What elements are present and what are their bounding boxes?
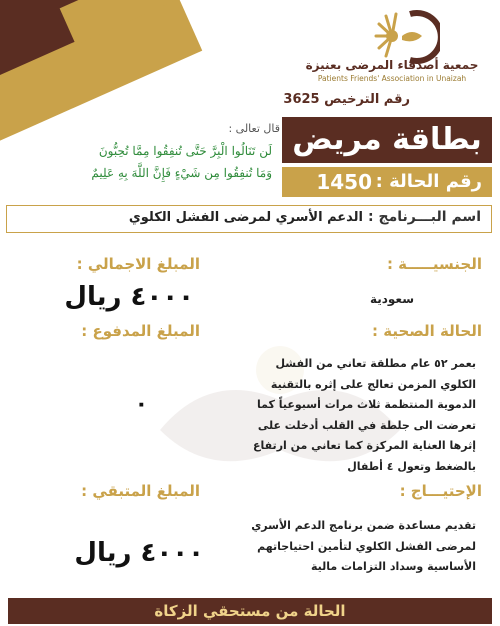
license-number: رقم الترخيص 3625 (283, 92, 410, 107)
association-name-english: Patients Friends' Association in Unaizah (317, 74, 467, 83)
card-title: بطاقة مريض (282, 117, 492, 163)
case-number-value: 1450 (316, 170, 372, 194)
paid-amount-value: ٠ (134, 392, 148, 417)
verse-line-2: وَمَا تُنفِقُوا مِن شَيْءٍ فَإِنَّ اللَّهَ بِهِ عَلِيمٌ (91, 166, 272, 180)
program-label: اسم البـــرنامج : (368, 209, 481, 225)
nationality-label: الجنسيـــــة : (386, 255, 482, 273)
health-status-label: الحالة الصحية : (372, 322, 482, 340)
need-text: تقديم مساعدة ضمن برنامج الدعم الأسري لمرضى الفشل الكلوي لتأمين احتياجاتهم الأساسية وسداد التزامات مالية (251, 519, 476, 573)
remaining-amount-label: المبلغ المتبقي : (81, 482, 200, 500)
zakat-eligibility-footer: الحالة من مستحقي الزكاة (8, 598, 492, 624)
health-status-text: بعمر ٥٢ عام مطلقة تعاني من الفشل الكلوي المزمن تعالج على إثره بالتقنية الدموية المنتظمة ثلاث مرات أسبوعياً كما تعرضت الى جلطة في القلب أدخلت على إثرها العناية المركزة كما تعاني من ارتفاع بالضغط وتعول ٤ أطفال (253, 357, 476, 473)
case-number-label: رقم الحالة : (375, 171, 482, 192)
case-number-box (282, 167, 492, 197)
paid-amount-label: المبلغ المدفوع : (81, 322, 200, 340)
remaining-amount-value: ٤٠٠٠ ريال (74, 538, 204, 568)
association-name-arabic: جمعية أصدقاء المرضى بعنيزة (305, 58, 479, 72)
program-value: الدعم الأسري لمرضى الفشل الكلوي (128, 210, 363, 225)
verse-line-1: لَن تَنَالُوا الْبِرَّ حَتَّى تُنفِقُوا مِمَّا تُحِبُّونَ (98, 144, 272, 158)
program-row (6, 205, 492, 233)
total-amount-value: ٤٠٠٠ ريال (64, 282, 194, 312)
association-logo-icon (374, 6, 440, 66)
verse-intro: قال تعالى : (228, 122, 280, 135)
quran-verse (12, 140, 272, 184)
need-label: الإحتيـــاج : (399, 482, 482, 500)
total-amount-label: المبلغ الاجمالي : (76, 255, 200, 273)
nationality-value: سعودية (369, 292, 414, 306)
